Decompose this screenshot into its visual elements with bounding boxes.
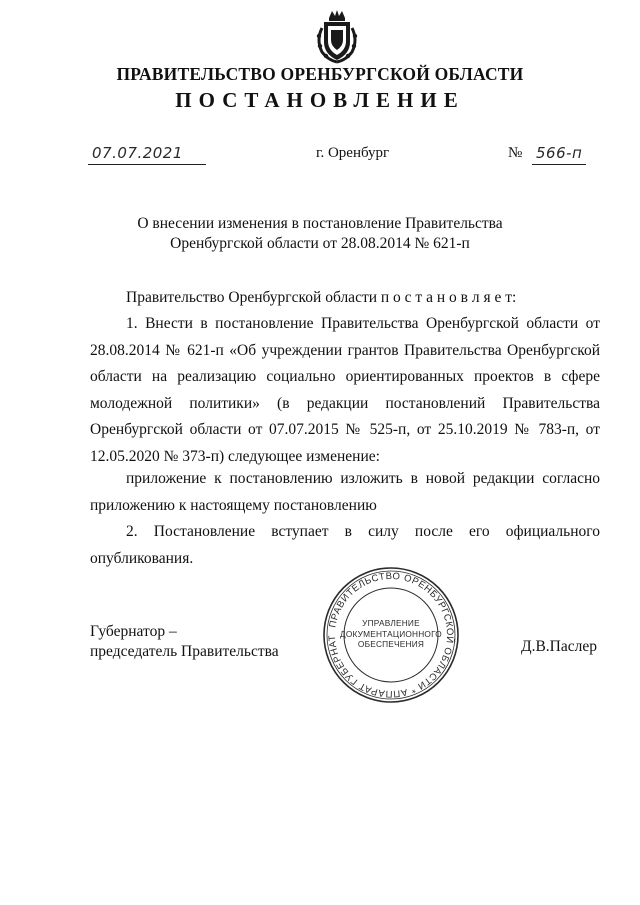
item-2-text: 2. Постановление вступает в силу после его официального опубликования. (90, 523, 600, 567)
item-2-paragraph (90, 519, 600, 572)
official-stamp (322, 566, 460, 704)
subject-line-2: Оренбургской области от 28.08.2014 № 621-п (170, 235, 470, 252)
stamp-center-text (322, 618, 460, 650)
item-1-paragraph (90, 311, 600, 470)
preamble-text: Правительство Оренбургской области п о с т а н о в л я е т: (126, 289, 517, 306)
stamp-line-1: УПРАВЛЕНИЕ (362, 618, 420, 628)
stamp-ring-text: ПРАВИТЕЛЬСТВО ОРЕНБУРГСКОЙ ОБЛАСТИ * АППАРАТ ГУБЕРНАТ (326, 570, 456, 700)
preamble-paragraph (126, 285, 600, 312)
document-type-title: ПОСТАНОВЛЕНИЕ (175, 88, 465, 112)
document-date: 07.07.2021 (92, 144, 183, 162)
stamp-line-2: ДОКУМЕНТАЦИОННОГО (340, 628, 442, 639)
organization-title: ПРАВИТЕЛЬСТВО ОРЕНБУРГСКОЙ ОБЛАСТИ (116, 64, 524, 84)
stamp-line-3: ОБЕСПЕЧЕНИЯ (357, 639, 425, 649)
item-1-text: 1. Внести в постановление Правительства Оренбургской области от 28.08.2014 № 621-п «Об учреждении грантов Правительства Оренбургской области на реализацию социально ориентированных проектов в сфере молодежной политики» (в редакции постановлений Правительства Оренбургской области от 07.07.2015 № 525-п, от 25.10.2019 № 783-п, от 12.05.2020 № 373-п) следующее изменение: (90, 315, 600, 465)
number-field (508, 142, 588, 164)
date-field (88, 142, 206, 165)
document-number: 566-п (536, 144, 583, 162)
signatory-name: Д.В.Паслер (521, 638, 597, 655)
coat-of-arms-icon (314, 8, 360, 64)
document-meta-row (0, 142, 640, 168)
item-1-sub-text: приложение к постановлению изложить в новой редакции согласно приложению к настоящему постановлению (90, 470, 600, 514)
number-underline (532, 142, 586, 165)
subject-line-1: О внесении изменения в постановление Правительства (137, 215, 503, 232)
position-line-1: Губернатор – (90, 623, 177, 640)
position-line-2: председатель Правительства (90, 643, 279, 660)
number-sign: № (508, 145, 523, 161)
signatory-position (90, 622, 279, 662)
item-1-sub-paragraph (90, 466, 600, 519)
document-subject (0, 214, 640, 254)
document-city: г. Оренбург (316, 145, 390, 161)
